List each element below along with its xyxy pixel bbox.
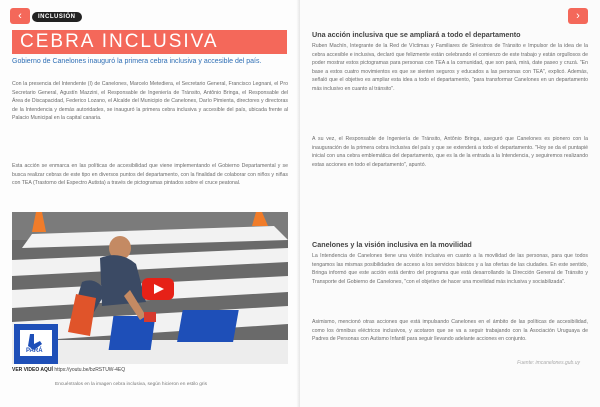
section-tag: INCLUSIÓN (32, 12, 82, 22)
section-heading-1: Una acción inclusiva que se ampliará a todo el departamento (312, 30, 521, 39)
video-link-label: VER VIDEO AQUÍ (12, 367, 53, 373)
article-subtitle: Gobierno de Canelones inauguró la primera cebra inclusiva y accesible del país. (12, 58, 262, 65)
video-link[interactable]: https://youtu.be/bzRSTUW-4EQ (54, 367, 126, 373)
page-title: CEBRA INCLUSIVA (20, 31, 219, 52)
right-paragraph-1: Ruben Machín, Integrante de la Red de Víctimas y Familiares de Siniestros de Tránsito e Impulsor de la idea de la cebra accesible e inclusiva, declaró que felizmente están celebrando el comienzo de este trabajo y están orgullosos de poder mostrar estos pictogramas para personas con TEA a la comunidad, que son pará, mirá, date paseo y cruzá. "En base a estos cuatro movimientos es que se sienten seguros y educados a las personas con TEA", explicó. Además, señaló que el objetivo es ampliar esta idea a todo el departamento, "para transformar Canelones en un departamento más inclusivo en cuanto al tránsito". (312, 43, 588, 92)
crosswalk-sign-text: PARÁ (26, 348, 43, 354)
right-paragraph-4: Asimismo, mencionó otras acciones que está impulsando Canelones en el ámbito de las políticas de accesibilidad, como los ómnibus eléctricos inclusivos, y acotaron que se va a seguir trabajando con la Asociación Uruguaya de Padres de Personas con Autismo Infantil para seguir llevando adelante acciones en conjunto. (312, 319, 588, 343)
play-icon[interactable] (142, 278, 174, 300)
right-paragraph-2: A su vez, el Responsable de Ingeniería de Tránsito, Antônio Bringa, aseguró que Canelones es pionero con la inauguración de la primera cebra inclusiva del país y que se extenderá a todo el departamento. "Hoy se da el puntapié inicial con una cebra emblemática del departamento, que es la de la entrada a la Intendencia, y seguiremos realizando estas acciones en todo el departamento", apuntó. (312, 136, 588, 168)
section-heading-2: Canelones y la visión inclusiva en la movilidad (312, 240, 472, 249)
video-link-line (12, 367, 125, 373)
title-banner (12, 30, 287, 54)
article-paragraph-1: Con la presencia del Intendente (I) de Canelones, Marcelo Metediera, el Secretario General, Francisco Legnani, el Pro Secretario General, Agustín Mazzini, el Responsable de Ingeniería de Tránsito, Antônio Bringa, el Responsable del Área de Discapacidad, Federico Lozano, el Alcalde del Municipio de Canelones, Darío Pimienta, directores y directoras de la Intendencia y demás autoridades, se inauguró la primera cebra inclusiva y accesible del país, ubicada frente al Palacio Municipal en la capital canaria. (12, 81, 288, 122)
video-thumbnail[interactable] (12, 212, 288, 364)
chevron-left-icon[interactable]: ‹ (10, 8, 30, 24)
image-caption: Encuéntralos en la imagen cebra inclusiva, según hicieron en estilo gris (55, 382, 207, 387)
right-paragraph-3: La Intendencia de Canelones tiene una visión inclusiva en cuanto a la movilidad de las personas, para que todos tengamos las mismas posibilidades de acceso a los servicios básicos y a las ofertas de las ciudades. En este sentido, Bringa informó que este acción está dentro del programa que está desarrollando la Dirección General de Tránsito y Transporte del Gobierno de Canelones, "con el objetivo de hacer una movilidad más inclusiva y sociabilizada". (312, 253, 588, 285)
chevron-right-icon[interactable]: › (568, 8, 588, 24)
source-credit: Fuente: imcanelones.gub.uy (517, 360, 580, 366)
article-paragraph-2: Esta acción se enmarca en las políticas de accesibilidad que viene implementando el Gobierno Departamental y se busca realizar cebras de este tipo en diversos puntos del departamento, con la finalidad de colaborar con niños y niñas con TEA (Trastorno del Espectro Autista) a través de pictogramas pintados sobre el cruce peatonal. (12, 163, 288, 187)
